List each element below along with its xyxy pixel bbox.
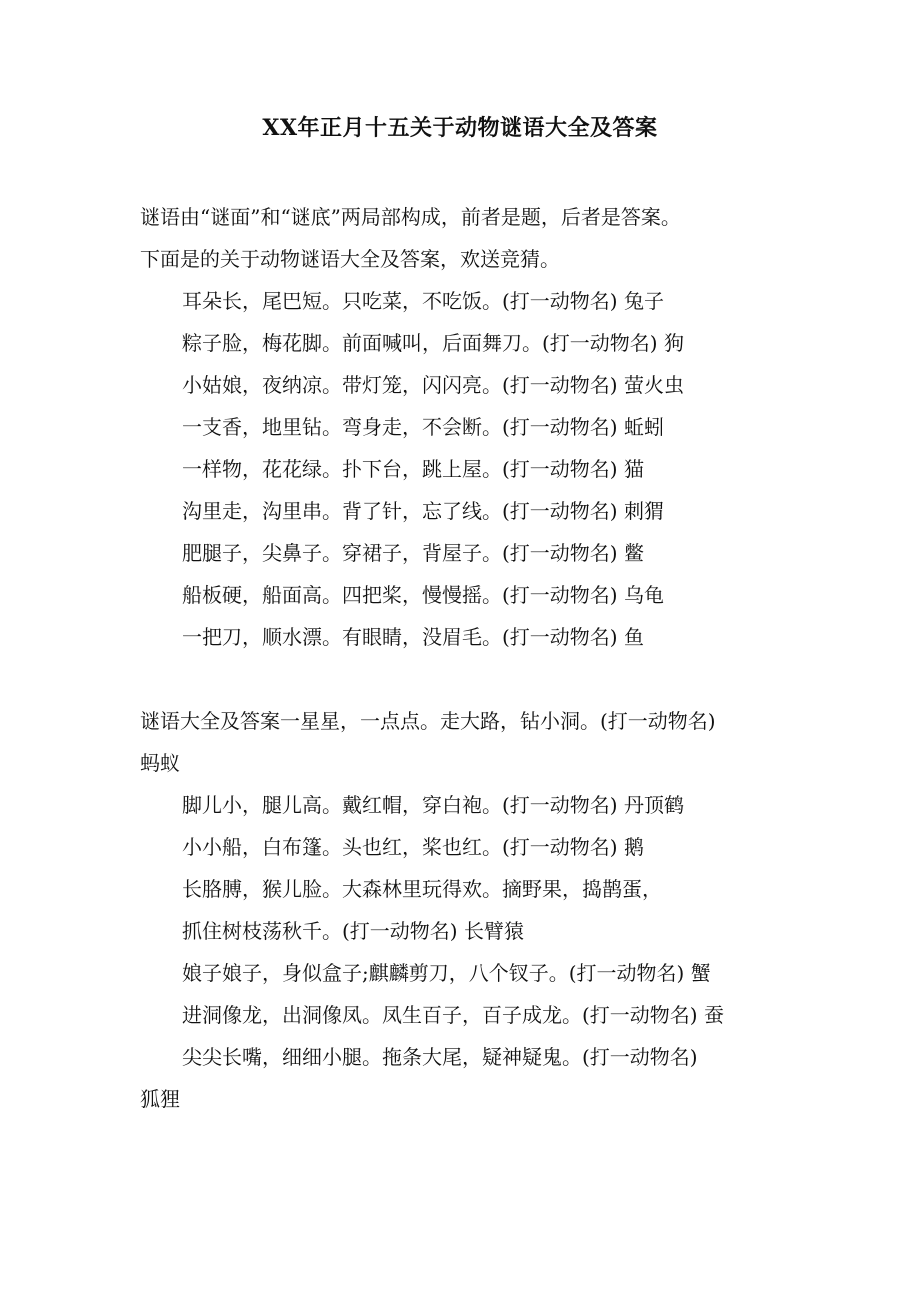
riddle-line: 粽子脸，梅花脚。前面喊叫，后面舞刀。(打一动物名) 狗 [182,331,684,355]
riddle-line: 抓住树枝荡秋千。(打一动物名) 长臂猿 [182,919,524,943]
riddle-line: 小小船，白布篷。头也红，桨也红。(打一动物名) 鹅 [182,835,644,859]
riddle-line: 一把刀，顺水漂。有眼睛，没眉毛。(打一动物名) 鱼 [182,625,644,649]
last-line: 狐狸 [140,1087,180,1111]
riddle-line: 一支香，地里钻。弯身走，不会断。(打一动物名) 蚯蚓 [182,415,664,439]
riddle-line: 船板硬，船面高。四把桨，慢慢摇。(打一动物名) 乌龟 [182,583,664,607]
riddle-line: 耳朵长，尾巴短。只吃菜，不吃饭。(打一动物名) 兔子 [182,289,664,313]
riddle-line: 肥腿子，尖鼻子。穿裙子，背屋子。(打一动物名) 鳖 [182,541,644,565]
intro-line-1: 谜语由“谜面”和“谜底”两局部构成，前者是题，后者是答案。 [140,205,681,229]
document-title: XX年正月十五关于动物谜语大全及答案 [262,115,658,141]
section2-line-2: 蚂蚁 [140,751,180,775]
riddle-line: 小姑娘，夜纳凉。带灯笼，闪闪亮。(打一动物名) 萤火虫 [182,373,684,397]
riddle-line: 沟里走，沟里串。背了针，忘了线。(打一动物名) 刺猬 [182,499,664,523]
riddle-line: 一样物，花花绿。扑下台，跳上屋。(打一动物名) 猫 [182,457,644,481]
intro-line-2: 下面是的关于动物谜语大全及答案，欢送竞猜。 [140,247,560,271]
riddle-line: 进洞像龙，出洞像凤。凤生百子，百子成龙。(打一动物名) 蚕 [182,1003,724,1027]
riddle-line: 脚儿小，腿儿高。戴红帽，穿白袍。(打一动物名) 丹顶鹤 [182,793,684,817]
paragraph-gap [140,658,790,700]
riddle-line: 娘子娘子，身似盒子;麒麟剪刀，八个钗子。(打一动物名) 蟹 [182,961,711,985]
document-body [140,196,790,1120]
riddle-line: 长胳膊，猴儿脸。大森林里玩得欢。摘野果，捣鹊蛋， [182,877,662,901]
riddle-line: 尖尖长嘴，细细小腿。拖条大尾，疑神疑鬼。(打一动物名) [182,1045,698,1069]
section2-line-1: 谜语大全及答案一星星，一点点。走大路，钻小洞。(打一动物名) [140,709,716,733]
